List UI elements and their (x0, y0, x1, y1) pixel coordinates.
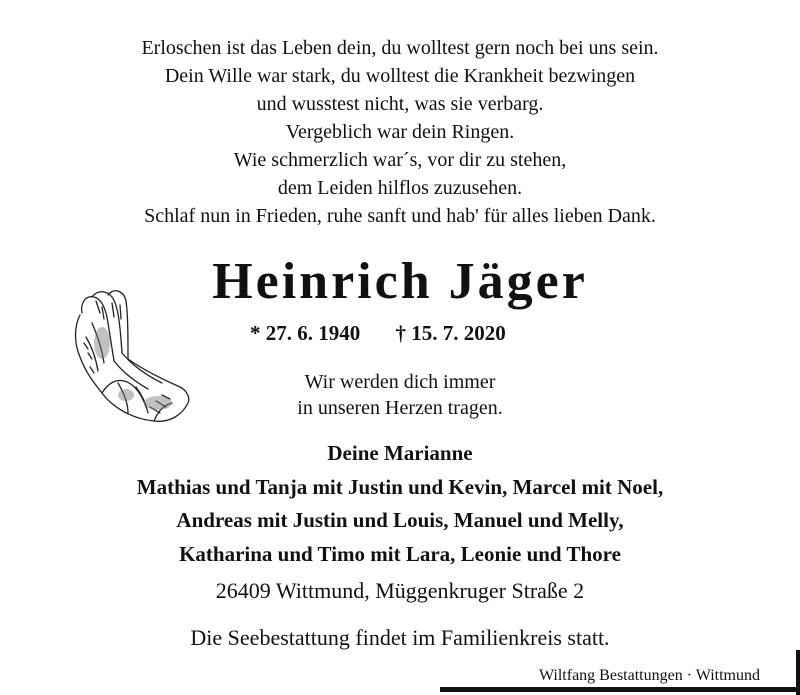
mourners (0, 437, 800, 571)
poem-line: und wusstest nicht, was sie verbarg. (256, 93, 544, 115)
right-border (796, 650, 800, 695)
poem-line: Schlaf nun in Frieden, ruhe sanft und hab' für alles lieben Dank. (144, 205, 656, 227)
remembrance-text (0, 369, 800, 421)
deceased-name: Heinrich Jäger (212, 253, 588, 310)
mourners-line: Mathias und Tanja mit Justin und Kevin, Marcel mit Noel, (136, 474, 664, 499)
mourners-line: Katharina und Timo mit Lara, Leonie und Thore (179, 541, 621, 566)
poem-line: Vergeblich war dein Ringen. (285, 121, 515, 143)
death-date: † 15. 7. 2020 (395, 321, 506, 345)
poem (0, 34, 800, 230)
poem-line: Erloschen ist das Leben dein, du wolltest gern noch bei uns sein. (141, 37, 659, 59)
funeral-note: Die Seebestattung findet im Familienkreis statt. (190, 625, 610, 650)
poem-line: Dein Wille war stark, du wolltest die Krankheit bezwingen (164, 65, 636, 87)
address: 26409 Wittmund, Müggenkruger Straße 2 (215, 578, 585, 603)
remembrance-line: Wir werden dich immer (304, 371, 496, 393)
bottom-rule (440, 687, 800, 692)
poem-line: dem Leiden hilflos zuzusehen. (277, 177, 523, 199)
poem-line: Wie schmerzlich war´s, vor dir zu stehen, (233, 149, 567, 171)
mourners-line: Deine Marianne (327, 441, 473, 465)
undertaker-credit: Wiltfang Bestattungen · Wittmund (538, 667, 760, 684)
life-dates (250, 318, 570, 348)
mourners-line: Andreas mit Justin und Louis, Manuel und Melly, (176, 508, 624, 532)
birth-date: * 27. 6. 1940 (250, 321, 361, 345)
remembrance-line: in unseren Herzen tragen. (297, 397, 503, 419)
